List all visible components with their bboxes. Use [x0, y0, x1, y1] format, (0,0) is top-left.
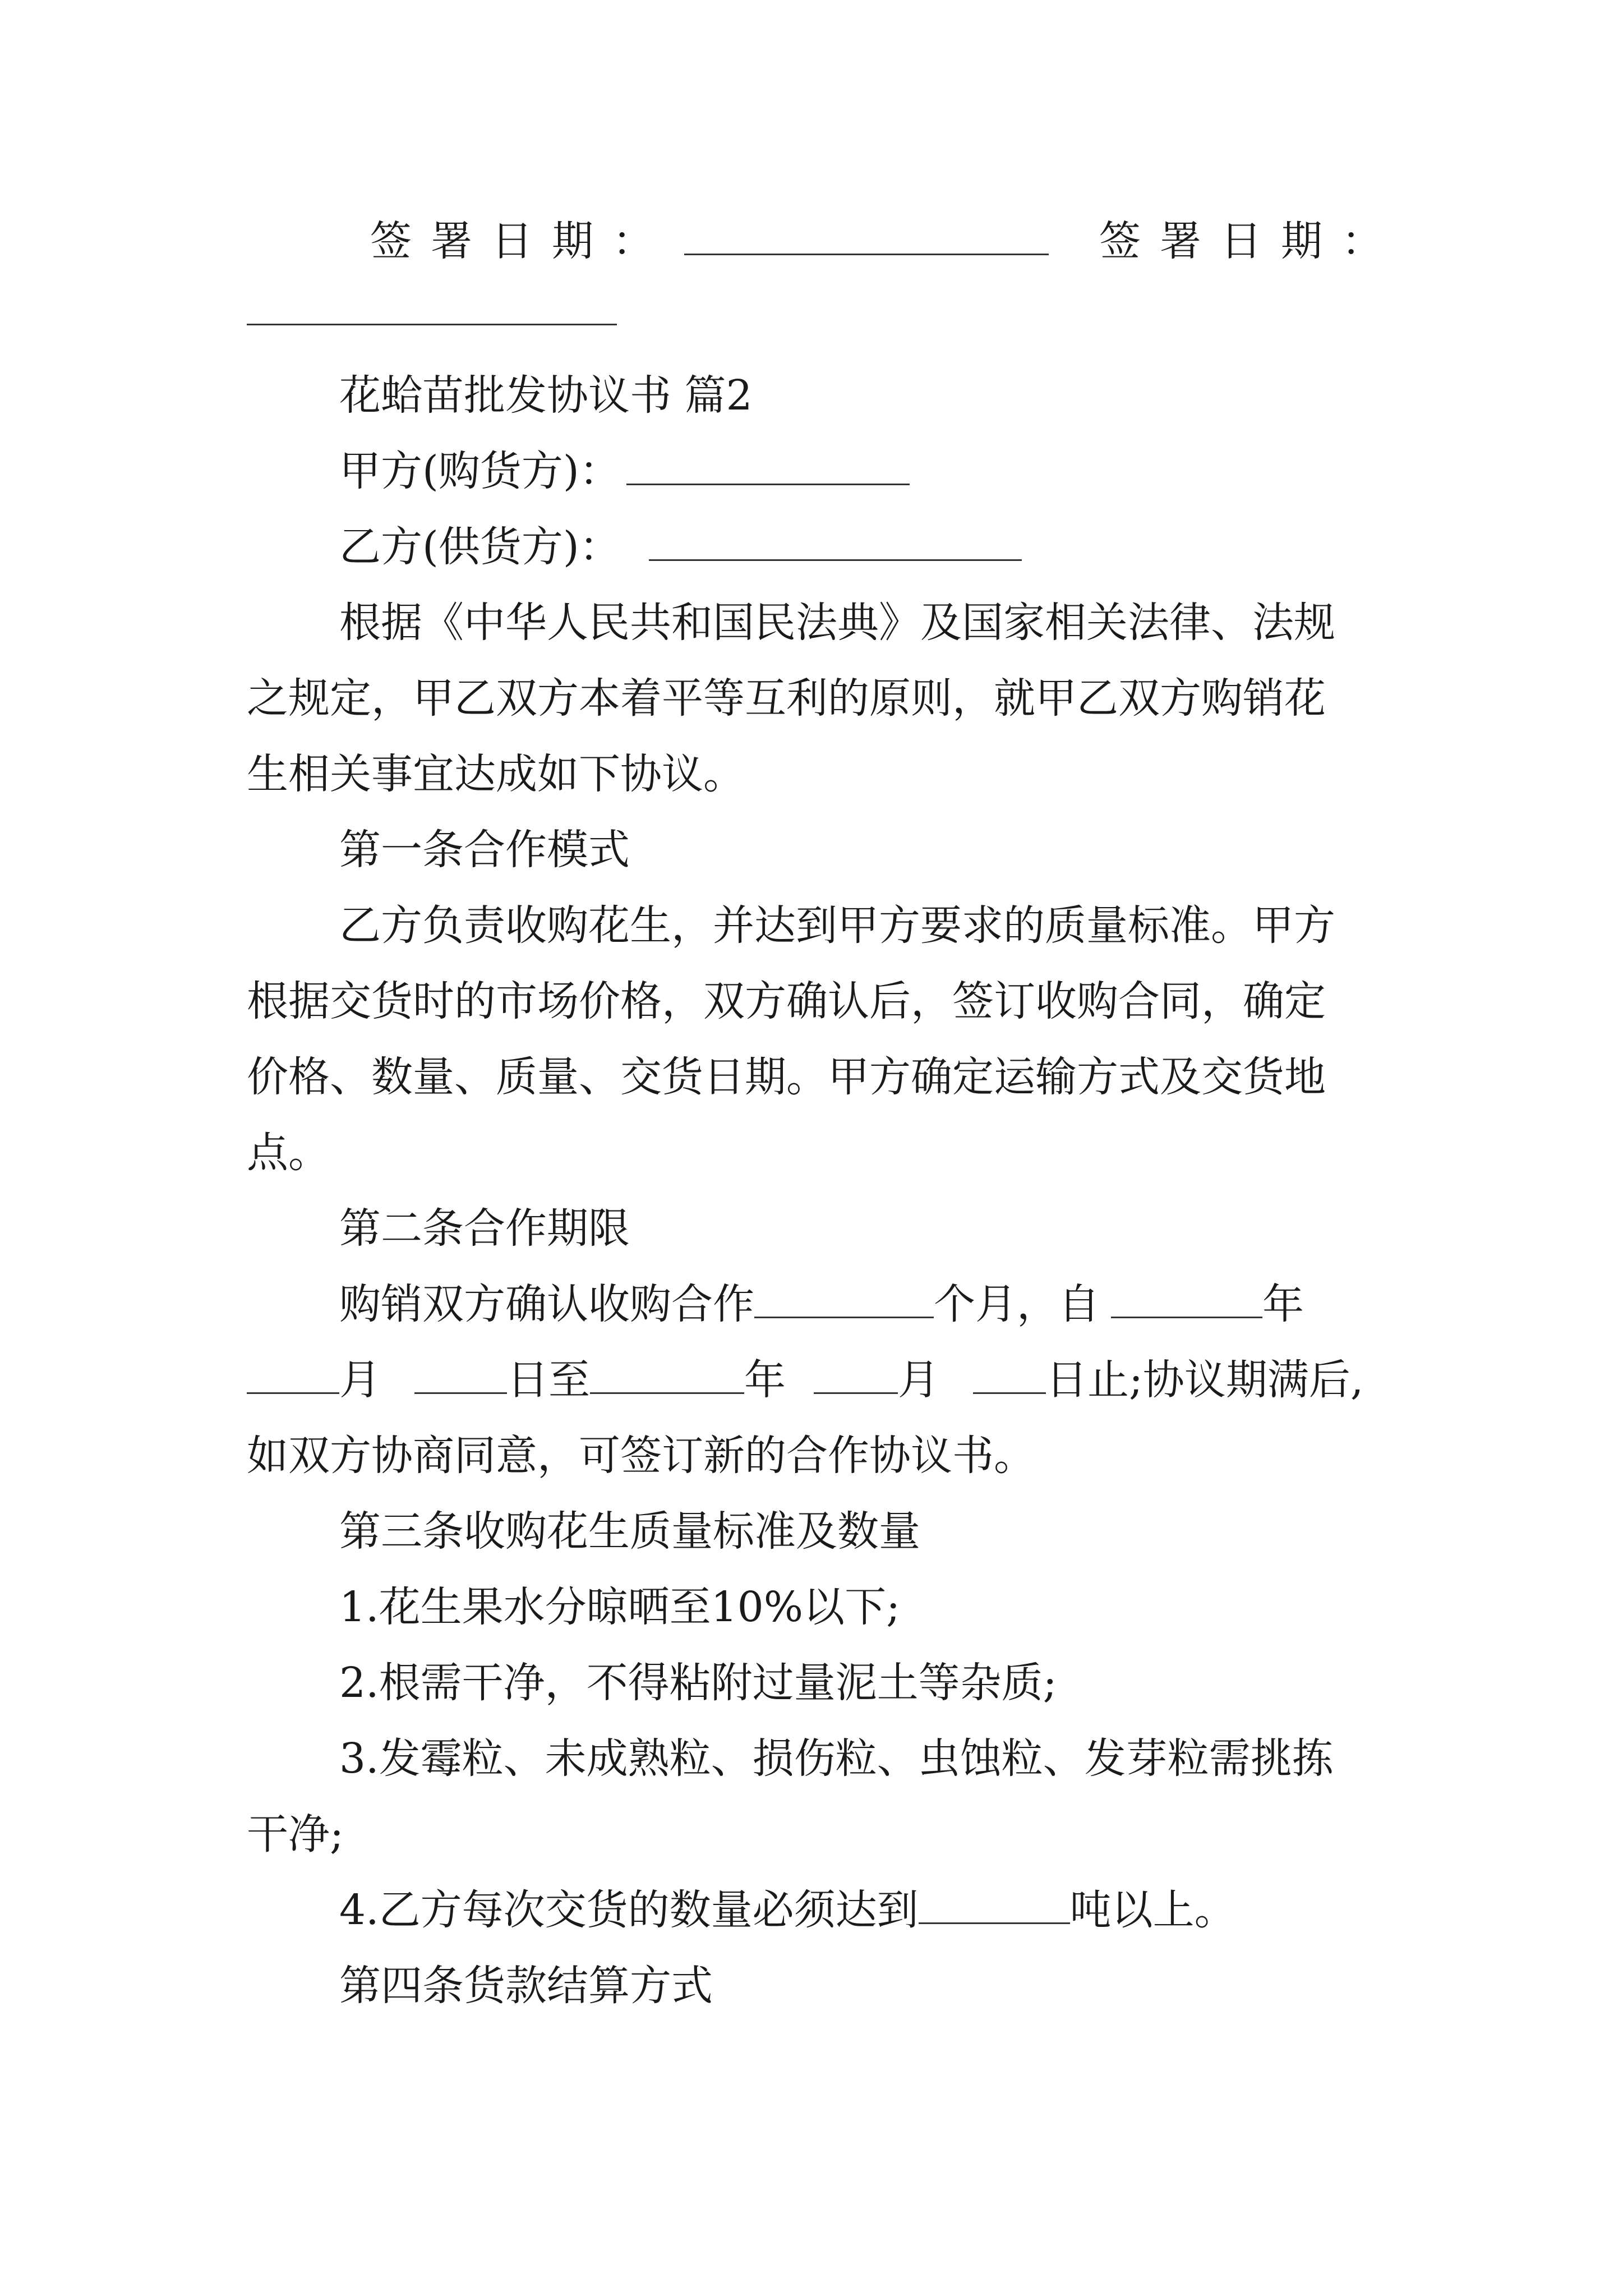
article2-line-1 [339, 1276, 1304, 1332]
article1-line-2: 根据交货时的市场价格，双方确认后，签订收购合同，确定 [247, 977, 1326, 1025]
intro-line-3: 生相关事宜达成如下协议。 [247, 750, 745, 798]
party-b-label: 乙方(供货方)： [339, 523, 621, 571]
start-day-blank[interactable] [414, 1353, 507, 1394]
article2-line2-text-a: 月 [339, 1356, 381, 1404]
article2-line2-text-c: 年 [744, 1356, 786, 1404]
signature-date-blank-left[interactable] [684, 214, 1049, 255]
article3-item-1: 1.花生果水分晾晒至10%以下; [339, 1583, 901, 1631]
article2-line1-text-b: 个月，自 [934, 1280, 1100, 1328]
article1-line-1: 乙方负责收购花生，并达到甲方要求的质量标准。甲方 [339, 901, 1335, 950]
article1-line-3: 价格、数量、质量、交货日期。甲方确定运输方式及交货地 [247, 1053, 1326, 1101]
article2-heading: 第二条合作期限 [339, 1204, 630, 1253]
party-a-label: 甲方(购货方)： [339, 447, 621, 495]
tonnage-blank[interactable] [919, 1883, 1070, 1924]
signature-date-blank-right-row [247, 283, 617, 339]
article3-item-2: 2.根需干净，不得粘附过量泥土等杂质; [339, 1659, 1057, 1707]
document-title: 花蛤苗批发协议书 篇2 [339, 371, 753, 420]
signature-date-label-right: 签署日期： [1099, 217, 1402, 265]
end-month-blank[interactable] [814, 1353, 898, 1394]
signature-date-label-left: 签署日期： [370, 217, 673, 265]
article3-item4-text-a: 4.乙方每次交货的数量必须达到 [339, 1886, 919, 1934]
article2-line2-text-d: 月 [898, 1356, 939, 1404]
article2-line-2 [247, 1352, 1363, 1408]
party-b-blank[interactable] [649, 520, 1022, 561]
end-year-blank[interactable] [590, 1353, 744, 1394]
article3-heading: 第三条收购花生质量标准及数量 [339, 1507, 920, 1556]
intro-line-1: 根据《中华人民共和国民法典》及国家相关法律、法规 [339, 599, 1335, 647]
party-b-row [339, 519, 1022, 575]
signature-date-blank-right[interactable] [247, 284, 617, 325]
article2-line1-text-c: 年 [1262, 1280, 1304, 1328]
article2-line2-text-b: 日至 [507, 1356, 590, 1404]
article3-item-4 [339, 1882, 1236, 1938]
article2-line1-text-a: 购销双方确认收购合作 [339, 1280, 754, 1328]
article2-line2-text-e: 日止;协议期满后, [1046, 1356, 1364, 1404]
article3-item-3-line-2: 干净; [247, 1810, 344, 1858]
signature-row [370, 213, 1402, 269]
intro-line-2: 之规定，甲乙双方本着平等互利的原则，就甲乙双方购销花 [247, 674, 1326, 723]
months-blank[interactable] [754, 1277, 934, 1318]
article3-item-3-line-1: 3.发霉粒、未成熟粒、损伤粒、虫蚀粒、发芽粒需挑拣 [339, 1734, 1334, 1783]
article4-heading: 第四条货款结算方式 [339, 1962, 713, 2010]
party-a-row [339, 443, 910, 499]
article2-line-3: 如双方协商同意，可签订新的合作协议书。 [247, 1432, 1035, 1480]
article1-heading: 第一条合作模式 [339, 826, 630, 874]
end-day-blank[interactable] [973, 1353, 1046, 1394]
party-a-blank[interactable] [626, 444, 910, 485]
start-month-blank[interactable] [247, 1353, 339, 1394]
article3-item4-text-b: 吨以上。 [1069, 1886, 1236, 1934]
start-year-blank[interactable] [1111, 1277, 1262, 1318]
article1-line-4: 点。 [247, 1129, 330, 1177]
